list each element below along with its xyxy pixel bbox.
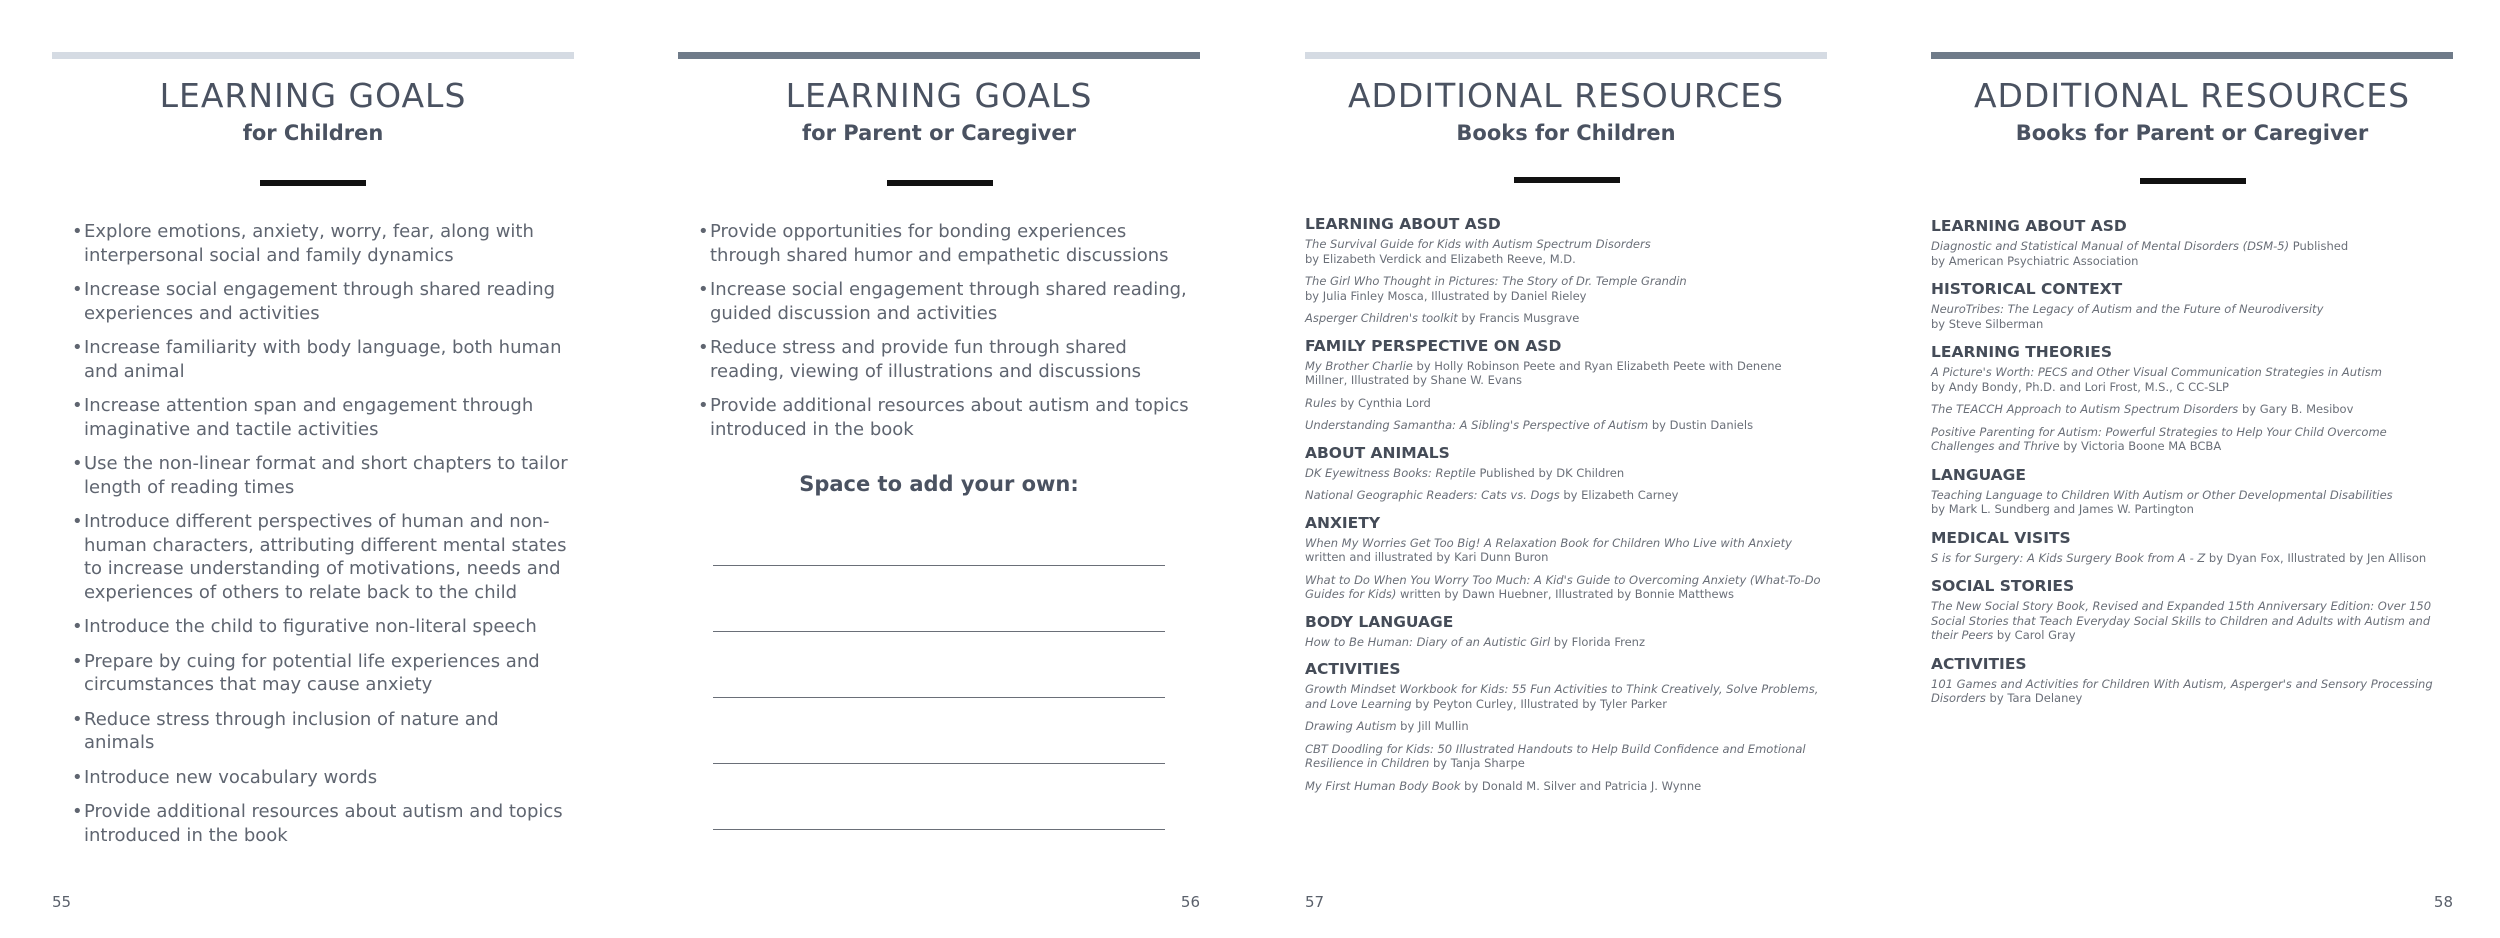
book-author: by Donald M. Silver and Patricia J. Wynne	[1460, 778, 1702, 793]
writing-line[interactable]	[713, 697, 1165, 698]
book-title: National Geographic Readers: Cats vs. Dogs	[1305, 488, 1560, 502]
list-item: • Reduce stress and provide fun through shared reading, viewing of illustrations and discussions	[698, 336, 1200, 383]
resource-section	[1931, 279, 2453, 331]
page-title: LEARNING GOALS	[159, 76, 467, 115]
resource-section	[1931, 576, 2453, 643]
book-author: Published by DK Children	[1475, 465, 1625, 480]
section-heading: ACTIVITIES	[1931, 654, 2027, 673]
list-item: • Increase social engagement through shared reading, guided discussion and activities	[698, 278, 1200, 325]
list-item: • Introduce the child to figurative non-literal speech	[72, 615, 574, 639]
book-entry	[1931, 599, 2453, 643]
book-author: by Steve Silberman	[1931, 316, 2044, 331]
list-item: • Provide additional resources about autism and topics introduced in the book	[698, 394, 1200, 441]
writing-line[interactable]	[713, 763, 1165, 764]
section-heading: ABOUT ANIMALS	[1305, 443, 1450, 462]
book-title: Asperger Children's toolkit	[1305, 311, 1458, 325]
book-entry	[1305, 311, 1827, 326]
resource-section	[1931, 342, 2453, 454]
space-to-add-title: Space to add your own:	[799, 472, 1079, 496]
book-author: by Cynthia Lord	[1336, 395, 1431, 410]
book-author: by Florida Frenz	[1550, 634, 1645, 649]
book-entry	[1305, 359, 1827, 388]
top-bar	[678, 52, 1200, 59]
book-author: by Dyan Fox, Illustrated by Jen Allison	[2205, 550, 2427, 565]
top-bar	[52, 52, 574, 59]
book-author: by Victoria Boone MA BCBA	[2059, 439, 2222, 453]
book-entry	[1931, 551, 2453, 566]
book-title: How to Be Human: Diary of an Autistic Girl	[1305, 634, 1551, 649]
page-57	[1305, 0, 1827, 938]
book-title: NeuroTribes: The Legacy of Autism and the Future of Neurodiversity	[1931, 302, 2324, 316]
resource-section	[1305, 443, 1827, 503]
book-title: Teaching Language to Children With Autism or Other Developmental Disabilities	[1931, 487, 2393, 502]
book-entry	[1931, 402, 2453, 417]
page-56	[678, 0, 1200, 938]
book-title: When My Worries Get Too Big! A Relaxation Book for Children Who Live with Anxiety	[1305, 535, 1792, 550]
writing-lines	[713, 565, 1165, 895]
top-bar	[1931, 52, 2453, 59]
page-subtitle: Books for Children	[1456, 121, 1676, 145]
book-entry	[1305, 396, 1827, 411]
book-entry	[1305, 274, 1827, 303]
page-title: LEARNING GOALS	[785, 76, 1093, 115]
list-item: • Increase familiarity with body language, both human and animal	[72, 336, 574, 383]
resource-sections	[1931, 216, 2453, 717]
book-author: by Francis Musgrave	[1457, 311, 1580, 325]
page-number: 57	[1305, 893, 1325, 911]
list-item: • Introduce different perspectives of human and non-human characters, attributing different mental states to increase understanding of motivations, needs and experiences of others to relate back to the child	[72, 510, 574, 604]
page-header	[678, 74, 1200, 148]
page-header	[1931, 74, 2453, 148]
book-entry	[1931, 677, 2453, 706]
book-author: by Holly Robinson Peete and Ryan Elizabeth Peete with Denene Millner, Illustrated by Shane W. Evans	[1305, 358, 1782, 387]
section-heading: FAMILY PERSPECTIVE ON ASD	[1305, 336, 1562, 355]
book-title: 101 Games and Activities for Children With Autism, Asperger's and Sensory Processing Disorders	[1931, 676, 2433, 705]
title-rule	[2140, 178, 2246, 184]
book-entry	[1305, 682, 1827, 711]
book-author: by Peyton Curley, Illustrated by Tyler Parker	[1411, 696, 1667, 711]
book-title: Diagnostic and Statistical Manual of Mental Disorders (DSM-5)	[1931, 239, 2290, 253]
book-entry	[1305, 536, 1827, 565]
goals-list	[72, 220, 574, 858]
section-heading: LEARNING ABOUT ASD	[1931, 217, 2127, 235]
book-entry	[1305, 742, 1827, 771]
top-bar	[1305, 52, 1827, 59]
book-title: My Brother Charlie	[1305, 358, 1413, 373]
resource-section	[1931, 528, 2453, 566]
page-title: ADDITIONAL RESOURCES	[1347, 76, 1785, 115]
book-author: written and illustrated by Kari Dunn Buron	[1305, 550, 1549, 564]
book-author: by Dustin Daniels	[1648, 418, 1754, 432]
writing-line[interactable]	[713, 829, 1165, 830]
page-header	[52, 74, 574, 148]
book-entry	[1305, 779, 1827, 794]
section-heading: LANGUAGE	[1931, 465, 2026, 484]
list-item: • Increase attention span and engagement through imaginative and tactile activities	[72, 394, 574, 441]
book-author: by Tanja Sharpe	[1429, 756, 1525, 770]
book-entry	[1305, 719, 1827, 734]
section-heading: LEARNING THEORIES	[1931, 343, 2112, 361]
book-title: What to Do When You Worry Too Much: A Kid's Guide to Overcoming Anxiety (What-To-Do Guides for Kids)	[1305, 572, 1821, 601]
writing-line[interactable]	[713, 631, 1165, 632]
book-author: written by Dawn Huebner, Illustrated by Bonnie Matthews	[1396, 587, 1734, 601]
section-heading: HISTORICAL CONTEXT	[1931, 280, 2123, 298]
book-entry	[1931, 365, 2453, 394]
resource-section	[1305, 214, 1827, 326]
book-title: Drawing Autism	[1305, 719, 1397, 733]
page-header	[1305, 74, 1827, 148]
page-number: 55	[52, 893, 72, 911]
book-author: by Jill Mullin	[1396, 719, 1469, 733]
section-heading: MEDICAL VISITS	[1931, 528, 2071, 547]
list-item: • Introduce new vocabulary words	[72, 766, 574, 790]
book-author: by Tara Delaney	[1985, 691, 2083, 705]
book-entry	[1931, 302, 2453, 331]
book-author: by Elizabeth Carney	[1559, 488, 1679, 502]
book-author: by Andy Bondy, Ph.D. and Lori Frost, M.S., C CC-SLP	[1931, 379, 2229, 394]
resource-section	[1931, 654, 2453, 706]
book-entry	[1931, 488, 2453, 517]
resource-section	[1305, 612, 1827, 650]
title-rule	[1514, 177, 1620, 183]
list-item: • Explore emotions, anxiety, worry, fear, along with interpersonal social and family dynamics	[72, 220, 574, 267]
list-item: • Increase social engagement through shared reading experiences and activities	[72, 278, 574, 325]
resource-sections	[1305, 214, 1827, 803]
resource-section	[1305, 336, 1827, 433]
resource-section	[1931, 216, 2453, 268]
book-title: A Picture's Worth: PECS and Other Visual Communication Strategies in Autism	[1931, 365, 2382, 379]
book-title: CBT Doodling for Kids: 50 Illustrated Handouts to Help Build Confidence and Emotional Resilience in Children	[1305, 741, 1806, 770]
book-title: The Girl Who Thought in Pictures: The Story of Dr. Temple Grandin	[1305, 274, 1687, 288]
book-title: My First Human Body Book	[1305, 778, 1461, 793]
book-title: The TEACCH Approach to Autism Spectrum Disorders	[1931, 402, 2239, 416]
page-subtitle: Books for Parent or Caregiver	[2015, 121, 2369, 145]
book-author: by Elizabeth Verdick and Elizabeth Reeve, M.D.	[1305, 251, 1576, 266]
list-item: • Provide opportunities for bonding experiences through shared humor and empathetic discussions	[698, 220, 1200, 267]
book-title: Positive Parenting for Autism: Powerful Strategies to Help Your Child Overcome Challenges and Thrive	[1931, 424, 2387, 453]
book-publisher: Published	[2289, 239, 2349, 253]
book-author: by American Psychiatric Association	[1931, 253, 2139, 268]
page-number: 58	[2433, 893, 2453, 911]
resource-section	[1931, 465, 2453, 517]
title-rule	[887, 180, 993, 186]
list-item: • Reduce stress through inclusion of nature and animals	[72, 708, 574, 755]
title-rule	[260, 180, 366, 186]
page-58	[1931, 0, 2453, 938]
book-author: by Mark L. Sundberg and James W. Partington	[1931, 502, 2194, 516]
book-title: The Survival Guide for Kids with Autism Spectrum Disorders	[1305, 237, 1651, 251]
book-title: S is for Surgery: A Kids Surgery Book from A - Z	[1931, 550, 2206, 565]
resource-section	[1305, 659, 1827, 793]
book-author: by Gary B. Mesibov	[2238, 402, 2354, 416]
page-title: ADDITIONAL RESOURCES	[1973, 76, 2411, 115]
book-entry	[1931, 425, 2453, 454]
book-entry	[1931, 239, 2453, 268]
section-heading: ANXIETY	[1305, 513, 1381, 532]
book-entry	[1305, 488, 1827, 503]
section-heading: LEARNING ABOUT ASD	[1305, 215, 1501, 233]
section-heading: ACTIVITIES	[1305, 660, 1401, 678]
list-item: • Prepare by cuing for potential life experiences and circumstances that may cause anxiety	[72, 650, 574, 697]
page-55	[52, 0, 574, 938]
book-title: Rules	[1305, 395, 1337, 410]
list-item: • Provide additional resources about autism and topics introduced in the book	[72, 800, 574, 847]
book-title: Understanding Samantha: A Sibling's Perspective of Autism	[1305, 418, 1649, 432]
book-entry	[1305, 573, 1827, 602]
book-entry	[1305, 635, 1827, 650]
book-entry	[1305, 418, 1827, 433]
page-number: 56	[1180, 893, 1200, 911]
book-author: by Julia Finley Mosca, Illustrated by Daniel Rieley	[1305, 288, 1587, 303]
book-entry	[1305, 466, 1827, 481]
book-title: Growth Mindset Workbook for Kids: 55 Fun Activities to Think Creatively, Solve Problems, and Love Learning	[1305, 682, 1819, 711]
list-item: • Use the non-linear format and short chapters to tailor length of reading times	[72, 452, 574, 499]
resource-section	[1305, 513, 1827, 602]
book-entry	[1305, 237, 1827, 266]
page-subtitle: for Children	[242, 121, 384, 145]
section-heading: SOCIAL STORIES	[1931, 577, 2075, 595]
book-author: by Carol Gray	[1993, 628, 2076, 642]
writing-line[interactable]	[713, 565, 1165, 566]
section-heading: BODY LANGUAGE	[1305, 612, 1454, 631]
page-subtitle: for Parent or Caregiver	[802, 121, 1076, 145]
goals-list	[698, 220, 1200, 452]
book-title: DK Eyewitness Books: Reptile	[1305, 465, 1476, 480]
book-title: The New Social Story Book, Revised and Expanded 15th Anniversary Edition: Over 150 Social Stories that Teach Everyday Social Skills to Children and Adults with Autism and their Peers	[1931, 599, 2432, 642]
